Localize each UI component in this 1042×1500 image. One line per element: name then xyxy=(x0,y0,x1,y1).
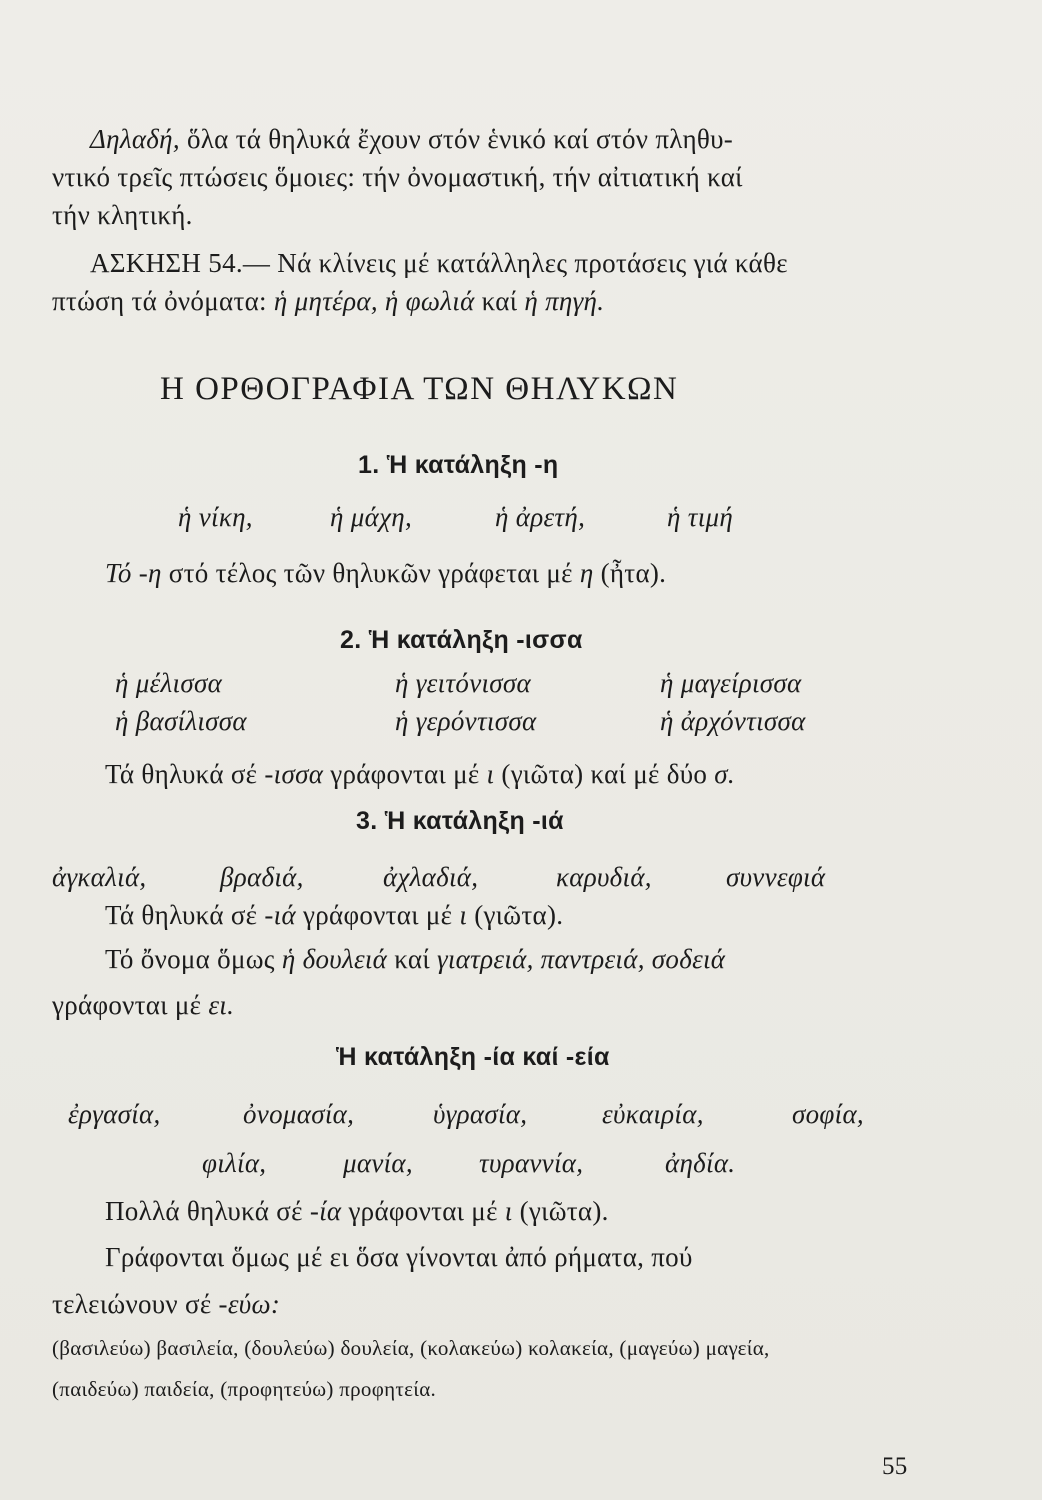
rule-line xyxy=(105,1194,609,1228)
exception-line xyxy=(105,942,725,976)
emphasis-text: Δηλαδή, xyxy=(90,124,180,154)
text: γράφονται μέ xyxy=(295,900,460,930)
example-word: ἡ ἀρχόντισσα xyxy=(660,706,806,736)
text: καί xyxy=(387,944,437,974)
example-word: ἡ μαγείρισσα xyxy=(660,668,802,698)
examples-line: (βασιλεύω) βασιλεία, (δουλεύω) δουλεία, (κολακεύω) κολακεία, (μαγεύω) μαγεία, xyxy=(52,1336,770,1360)
example-word: φιλία, xyxy=(202,1148,267,1178)
exercise-line: ΑΣΚΗΣΗ 54.— Νά κλίνεις μέ κατάλληλες προτάσεις γιά κάθε xyxy=(90,248,788,278)
example-word: συννεφιά xyxy=(726,862,826,892)
example-word: ἡ γερόντισσα xyxy=(395,706,537,736)
rule-line xyxy=(105,556,666,590)
emphasis-text: -ιά xyxy=(264,900,296,930)
text: (γιῶτα) καί μέ δύο xyxy=(494,759,715,789)
rule-line xyxy=(105,898,563,932)
example-word: ἀχλαδιά, xyxy=(383,862,479,892)
emphasis-text: -εύω: xyxy=(218,1289,281,1319)
text: Τό ὄνομα ὅμως xyxy=(105,944,282,974)
example-word: ἡ μέλισσα xyxy=(115,668,223,698)
section-title: 1. Ἡ κατάληξη -η xyxy=(358,451,559,479)
emphasis-text: σ. xyxy=(714,759,735,789)
text: καί xyxy=(474,286,525,316)
example-word: ἡ βασίλισσα xyxy=(115,706,247,736)
example-word: καρυδιά, xyxy=(556,862,652,892)
text: (γιῶτα). xyxy=(467,900,564,930)
page-number: 55 xyxy=(882,1453,908,1480)
emphasis-text: ἡ μητέρα, ἡ φωλιά xyxy=(273,286,475,316)
text: γράφονται μέ xyxy=(323,759,487,789)
emphasis-text: -ία xyxy=(309,1196,342,1226)
emphasis-text: ι xyxy=(504,1196,513,1226)
emphasis-text: ἡ πηγή. xyxy=(524,286,605,316)
exception-line xyxy=(52,988,234,1022)
emphasis-text: ι xyxy=(459,900,468,930)
text: Τά θηλυκά σέ xyxy=(105,900,265,930)
example-word: εὐκαιρία, xyxy=(602,1099,704,1129)
emphasis-text: ει. xyxy=(208,990,235,1020)
example-word: σοφία, xyxy=(792,1099,864,1129)
text: γράφονται μέ xyxy=(52,990,209,1020)
emphasis-text: Τό -η xyxy=(105,558,162,588)
example-word: τυραννία, xyxy=(479,1148,584,1178)
text: (ἦτα). xyxy=(593,558,667,588)
text: Τά θηλυκά σέ xyxy=(105,759,265,789)
example-word: βραδιά, xyxy=(220,862,304,892)
example-word: μανία, xyxy=(343,1148,413,1178)
paragraph-line: ντικό τρεῖς πτώσεις ὅμοιες: τήν ὀνομαστική, τήν αἰτιατική καί xyxy=(52,162,743,192)
example-word: ἡ ἀρετή, xyxy=(495,502,586,532)
paragraph-line: τήν κλητική. xyxy=(52,200,193,230)
example-word: ἀηδία. xyxy=(665,1148,736,1178)
example-word: ἡ νίκη, xyxy=(178,502,253,532)
example-word: ἐργασία, xyxy=(68,1099,161,1129)
emphasis-text: η xyxy=(579,558,594,588)
exercise-line xyxy=(52,284,604,318)
text: (γιῶτα). xyxy=(512,1196,609,1226)
section-title: Ἡ κατάληξη -ία καί -εία xyxy=(336,1043,610,1071)
main-heading: Η ΟΡΘΟΓΡΑΦΙΑ ΤΩΝ ΘΗΛΥΚΩΝ xyxy=(160,371,679,407)
emphasis-text: ι xyxy=(486,759,495,789)
emphasis-text: ἡ δουλειά xyxy=(281,944,388,974)
example-word: ἡ μάχη, xyxy=(330,502,412,532)
example-word: ἡ τιμή xyxy=(667,502,734,532)
example-word: ἡ γειτόνισσα xyxy=(395,668,531,698)
emphasis-text: γιατρειά, παντρειά, σοδειά xyxy=(436,944,726,974)
text: τελειώνουν σέ xyxy=(52,1289,219,1319)
exception-line: Γράφονται ὅμως μέ ει ὅσα γίνονται ἀπό ρήματα, πού xyxy=(105,1242,693,1272)
emphasis-text: -ισσα xyxy=(264,759,324,789)
section-title: 2. Ἡ κατάληξη -ισσα xyxy=(340,626,583,654)
example-word: ἀγκαλιά, xyxy=(52,862,147,892)
text: γράφονται μέ xyxy=(341,1196,505,1226)
text: στό τέλος τῶν θηλυκῶν γράφεται μέ xyxy=(161,558,580,588)
examples-line: (παιδεύω) παιδεία, (προφητεύω) προφητεία. xyxy=(52,1377,437,1401)
exception-line xyxy=(52,1287,280,1321)
rule-line xyxy=(105,757,735,791)
example-word: ὑγρασία, xyxy=(433,1099,528,1129)
section-title: 3. Ἡ κατάληξη -ιά xyxy=(356,807,564,835)
paragraph-line xyxy=(90,122,733,156)
text: Πολλά θηλυκά σέ xyxy=(105,1196,310,1226)
text: πτώση τά ὀνόματα: xyxy=(52,286,274,316)
text: ὅλα τά θηλυκά ἔχουν στόν ἑνικό καί στόν πληθυ- xyxy=(179,124,734,154)
example-word: ὀνομασία, xyxy=(243,1099,355,1129)
